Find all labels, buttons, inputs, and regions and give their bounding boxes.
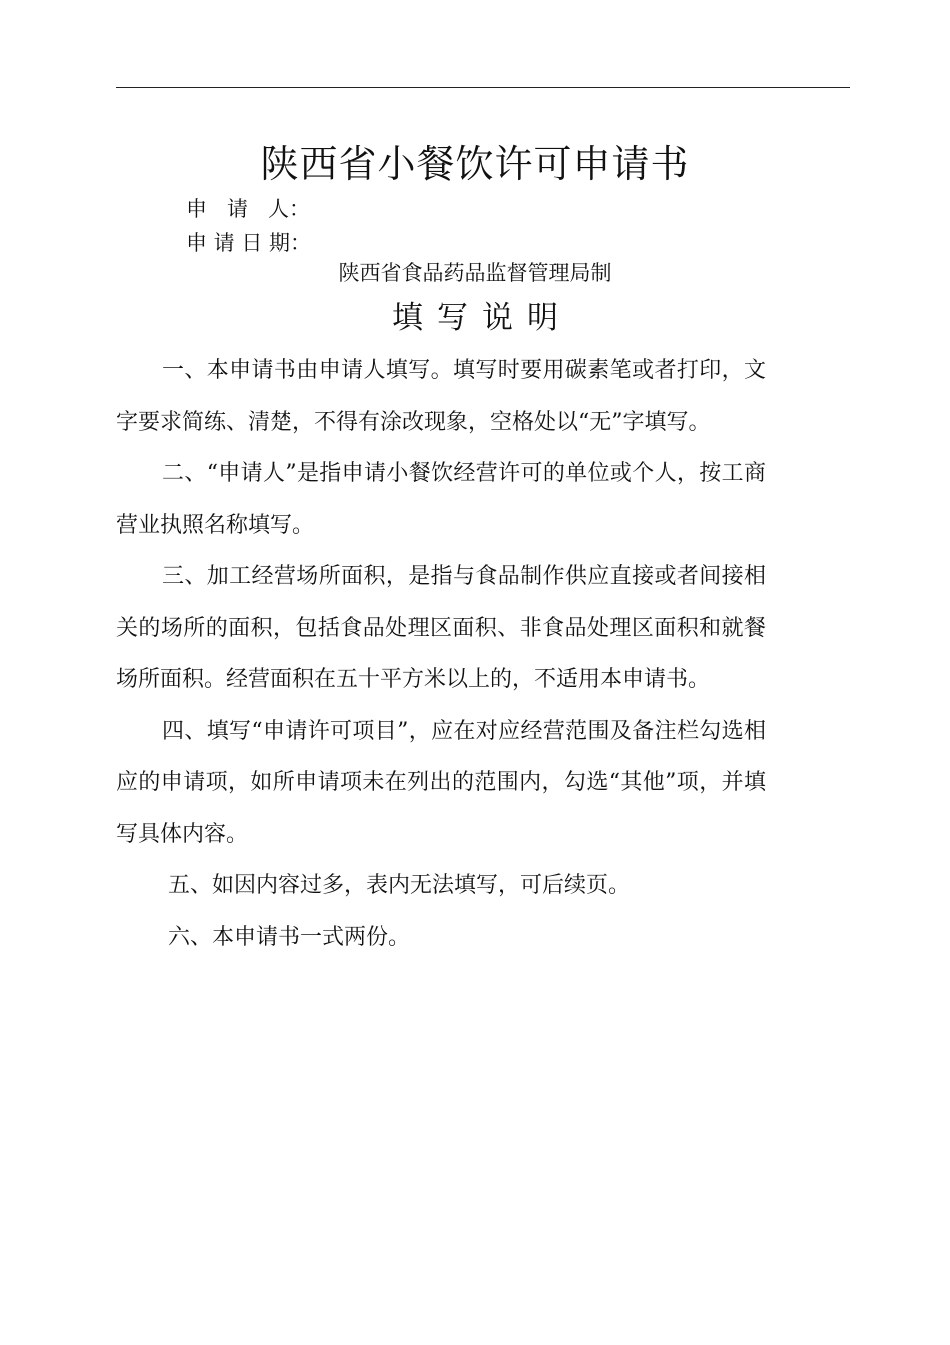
- instruction-paragraph-6: 六、本申请书一式两份。: [168, 924, 411, 950]
- instruction-paragraph-5: 五、如因内容过多，表内无法填写，可后续页。: [168, 873, 631, 898]
- header-rule: [116, 87, 850, 88]
- instructions-heading: 填写说明: [392, 300, 572, 336]
- instruction-paragraph-2: 二、“申请人”是指申请小餐饮经营许可的单位或个人，按工商营业执照名称填写。: [116, 461, 766, 538]
- application-date-label: 申 请 日 期：: [186, 231, 312, 255]
- applicant-label: 申 请 人：: [186, 197, 311, 221]
- instructions-body: [116, 345, 766, 963]
- issuer-line: 陕西省食品药品监督管理局制: [338, 261, 612, 285]
- document-title: 陕西省小餐饮许可申请书: [260, 142, 690, 186]
- instruction-paragraph-3: 三、加工经营场所面积，是指与食品制作供应直接或者间接相关的场所的面积，包括食品处理区面积、非食品处理区面积和就餐场所面积。经营面积在五十平方米以上的，不适用本申请书。: [116, 564, 766, 692]
- instruction-paragraph-1: 一、本申请书由申请人填写。填写时要用碳素笔或者打印，文字要求简练、清楚，不得有涂改现象，空格处以“无”字填写。: [116, 358, 766, 435]
- instruction-paragraph-4: 四、填写“申请许可项目”，应在对应经营范围及备注栏勾选相应的申请项，如所申请项未在列出的范围内，勾选“其他”项，并填写具体内容。: [116, 718, 766, 847]
